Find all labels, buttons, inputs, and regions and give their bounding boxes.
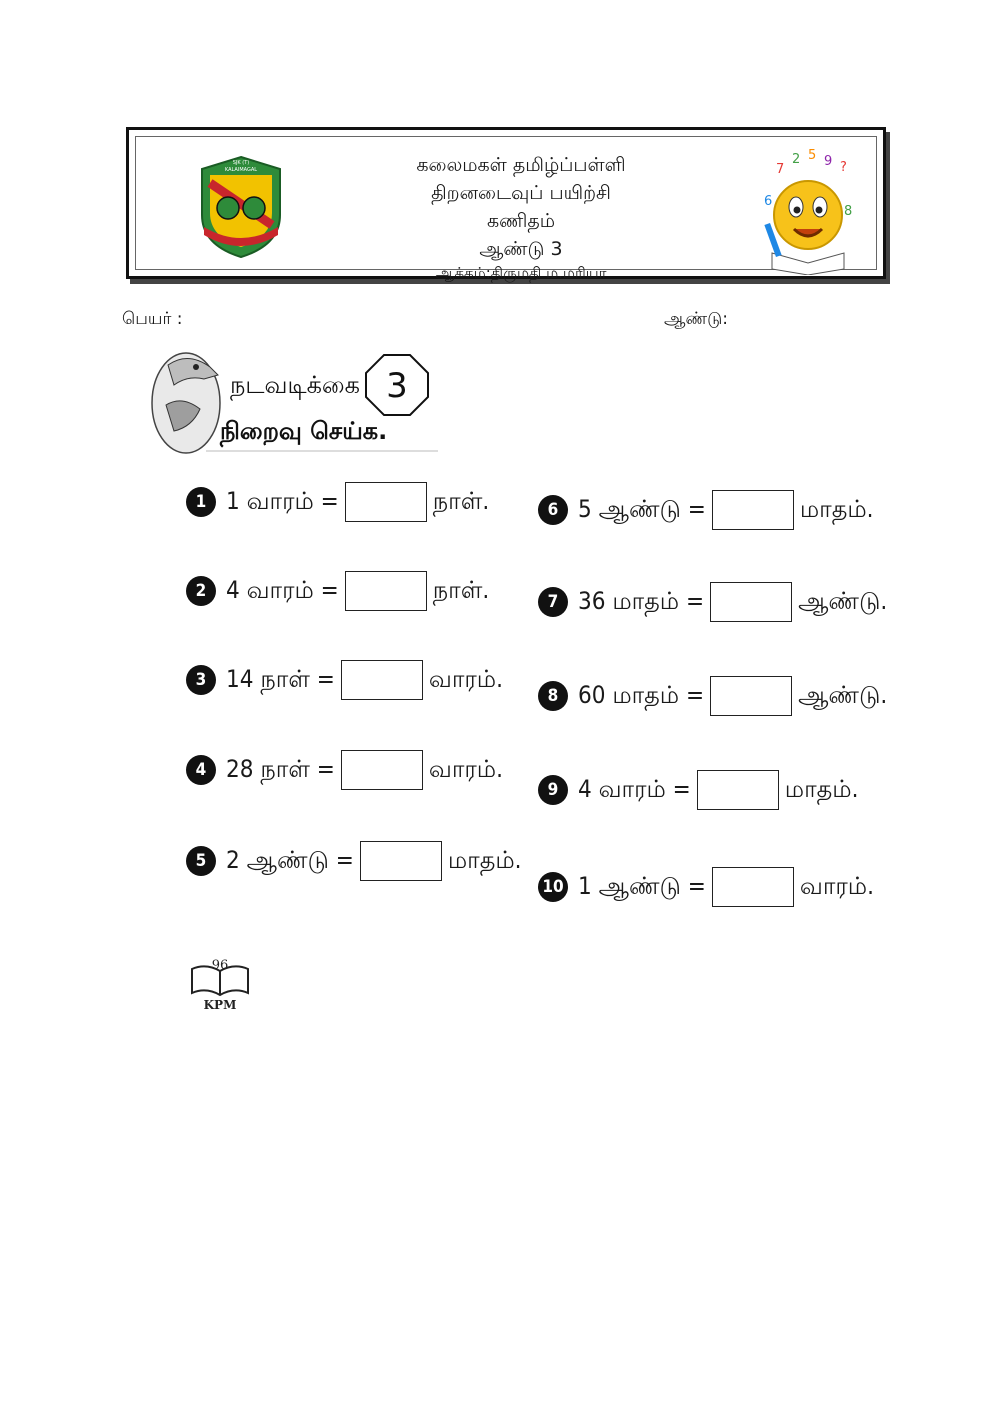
- answer-box[interactable]: [345, 571, 427, 611]
- question-unit: ஆண்டு.: [798, 586, 888, 615]
- author: ஆக்கம்:திருமதி ம.மரியா: [435, 264, 607, 282]
- name-label: பெயர் :: [122, 309, 183, 329]
- year-heading: ஆண்டு 3: [479, 238, 563, 260]
- worksheet-title: திறனடைவுப் பயிற்சி: [431, 182, 611, 204]
- header-text: [356, 151, 686, 283]
- answer-box[interactable]: [712, 867, 794, 907]
- page-number: 96: [211, 958, 229, 973]
- question-6: [538, 490, 874, 530]
- activity-badge: [148, 345, 448, 455]
- year-label: ஆண்டு:: [664, 309, 729, 329]
- question-2: [186, 571, 489, 611]
- instruction: நிறைவு செய்க.: [220, 417, 388, 445]
- logo-text-name: KALAIMAGAL: [224, 167, 258, 173]
- svg-text:?: ?: [840, 160, 847, 175]
- question-unit: நாள்.: [432, 575, 490, 604]
- answer-box[interactable]: [341, 660, 423, 700]
- svg-text:2: 2: [792, 152, 801, 167]
- question-number: 6: [538, 495, 568, 525]
- activity-label: நடவடிக்கை: [230, 371, 360, 399]
- answer-box[interactable]: [712, 490, 794, 530]
- question-10: [538, 867, 874, 907]
- question-unit: வாரம்.: [428, 754, 503, 783]
- question-unit: வாரம்.: [799, 871, 874, 900]
- school-name: கலைமகள் தமிழ்ப்பள்ளி: [416, 154, 626, 176]
- question-4: [186, 750, 503, 790]
- answer-box[interactable]: [697, 770, 779, 810]
- question-lhs: 4 வாரம் =: [226, 575, 339, 604]
- question-number: 7: [538, 587, 568, 617]
- question-8: [538, 676, 887, 716]
- header-box: [126, 127, 886, 282]
- answer-box[interactable]: [360, 841, 442, 881]
- question-lhs: 1 வாரம் =: [226, 486, 339, 515]
- question-lhs: 4 வாரம் =: [578, 774, 691, 803]
- svg-text:5: 5: [808, 148, 817, 163]
- question-unit: மாதம்.: [447, 845, 522, 874]
- svg-text:7: 7: [776, 162, 785, 177]
- question-unit: வாரம்.: [428, 664, 503, 693]
- svg-text:6: 6: [764, 194, 773, 209]
- svg-text:9: 9: [824, 154, 833, 169]
- question-number: 9: [538, 775, 568, 805]
- school-logo-icon: [196, 153, 286, 261]
- question-number: 10: [538, 872, 568, 902]
- question-unit: மாதம்.: [799, 494, 874, 523]
- answer-box[interactable]: [710, 582, 792, 622]
- publisher: KPM: [203, 998, 237, 1012]
- question-3: [186, 660, 503, 700]
- question-number: 5: [186, 846, 216, 876]
- svg-text:8: 8: [844, 204, 853, 219]
- question-number: 4: [186, 755, 216, 785]
- activity-number: 3: [386, 366, 408, 406]
- question-9: [538, 770, 858, 810]
- math-emoji-icon: [758, 145, 858, 275]
- answer-box[interactable]: [710, 676, 792, 716]
- question-number: 3: [186, 665, 216, 695]
- question-lhs: 14 நாள் =: [226, 664, 335, 693]
- header-inner-border: [135, 136, 877, 282]
- question-7: [538, 582, 887, 622]
- question-unit: ஆண்டு.: [798, 680, 888, 709]
- question-5: [186, 841, 522, 881]
- subject: கணிதம்: [486, 210, 556, 232]
- question-lhs: 1 ஆண்டு =: [578, 871, 706, 900]
- question-number: 2: [186, 576, 216, 606]
- question-number: 1: [186, 487, 216, 517]
- question-lhs: 28 நாள் =: [226, 754, 335, 783]
- question-unit: மாதம்.: [784, 774, 859, 803]
- question-number: 8: [538, 681, 568, 711]
- answer-box[interactable]: [341, 750, 423, 790]
- question-lhs: 2 ஆண்டு =: [226, 845, 354, 874]
- mascot-icon: [152, 353, 220, 453]
- question-lhs: 60 மாதம் =: [578, 680, 705, 709]
- logo-text-top: SJK (T): [232, 160, 250, 166]
- answer-box[interactable]: [345, 482, 427, 522]
- question-lhs: 36 மாதம் =: [578, 586, 705, 615]
- question-lhs: 5 ஆண்டு =: [578, 494, 706, 523]
- question-1: [186, 482, 489, 522]
- kpm-book-icon: [188, 955, 252, 1013]
- question-unit: நாள்.: [432, 486, 490, 515]
